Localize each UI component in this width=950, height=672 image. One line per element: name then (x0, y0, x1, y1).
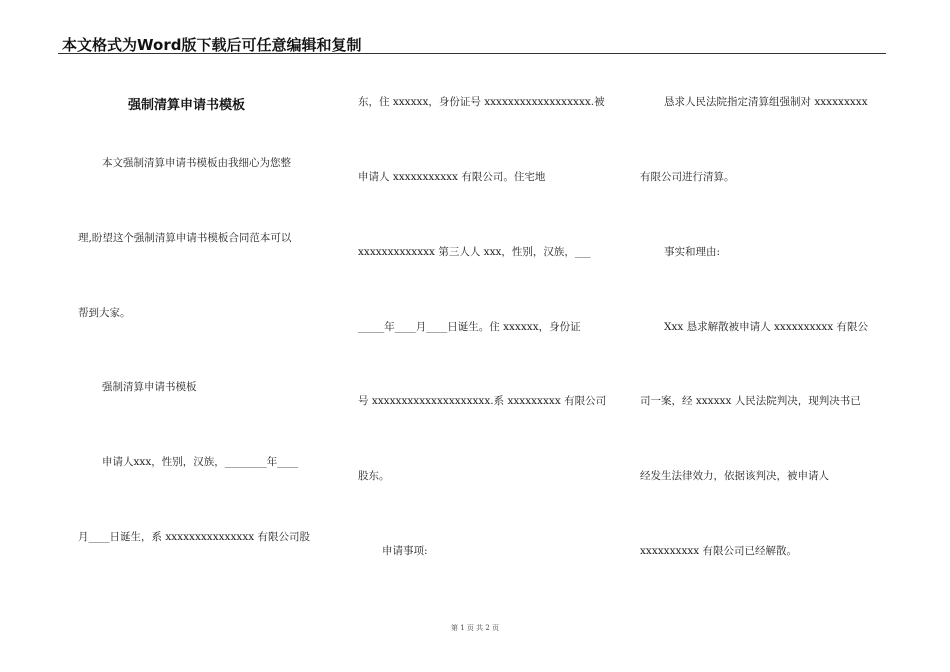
paragraph-line: 经发生法律效力，依据该判决，被申请人 (640, 470, 829, 482)
section-heading: 申请事项: (382, 545, 428, 557)
paragraph-line: 号 xxxxxxxxxxxxxxxxxxxx.系 xxxxxxxxx 有限公司 (358, 395, 607, 407)
paragraph-line: Xxx 恳求解散被申请人 xxxxxxxxxx 有限公 (664, 321, 869, 333)
paragraph-line: 申请人xxx，性别，汉族，________年____ (102, 456, 299, 468)
document-header-title: 本文格式为Word版下载后可任意编辑和复制 (62, 36, 362, 54)
paragraph-line: 股东。 (358, 470, 390, 482)
paragraph-line: 东，住 xxxxxx，身份证号 xxxxxxxxxxxxxxxxxx.被 (358, 96, 605, 108)
paragraph-line: xxxxxxxxxx 有限公司已经解散。 (640, 545, 798, 557)
paragraph-line: 恳求人民法院指定清算组强制对 xxxxxxxxx (664, 96, 868, 108)
section-heading: 事实和理由: (664, 246, 721, 258)
paragraph-line: 司一案，经 xxxxxx 人民法院判决，现判决书已 (640, 395, 861, 407)
paragraph-line: 月____日诞生，系 xxxxxxxxxxxxxxx 有限公司股 (78, 531, 310, 543)
paragraph-line: 帮到大家。 (78, 307, 131, 319)
document-title: 强制清算申请书模板 (128, 98, 246, 113)
paragraph-line: 理,盼望这个强制清算申请书模板合同范本可以 (78, 232, 292, 244)
header-divider (58, 53, 886, 54)
paragraph-line: xxxxxxxxxxxxx 第三人人 xxx，性别，汉族，___ (358, 246, 591, 258)
paragraph-line: 有限公司进行清算。 (640, 171, 735, 183)
paragraph-line: _____年____月____日诞生。住 xxxxxx，身份证 (358, 321, 581, 333)
page-number: 第 1 页 共 2 页 (450, 624, 500, 632)
paragraph-line: 本文强制清算申请书模板由我细心为您整 (102, 157, 291, 169)
section-heading: 强制清算申请书模板 (102, 381, 197, 393)
paragraph-line: 申请人 xxxxxxxxxxx 有限公司。住宅地 (358, 171, 546, 183)
